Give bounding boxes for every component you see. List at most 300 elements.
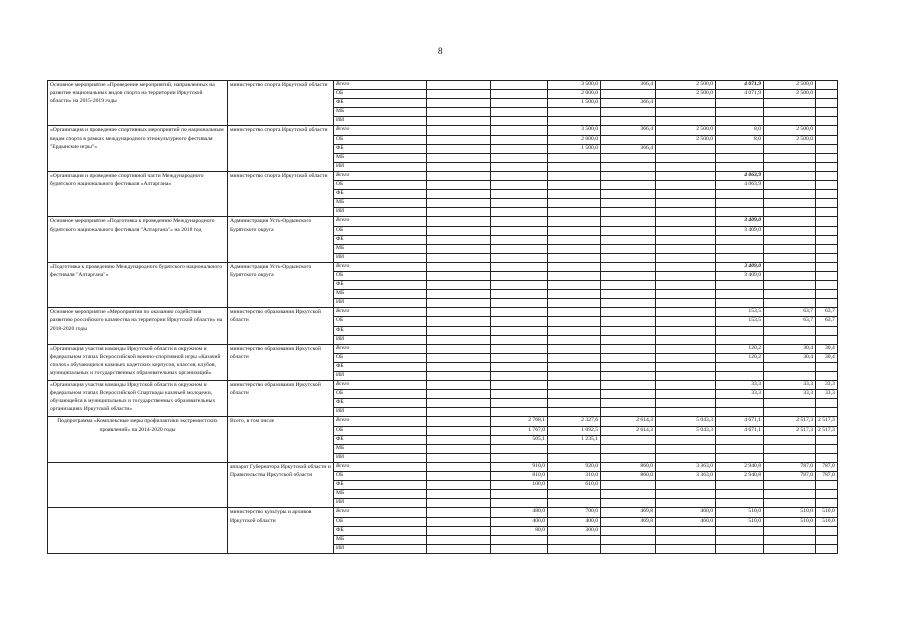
amount-cell [764,253,816,262]
amount-cell [491,408,548,417]
amount-cell: 510,0 [764,517,816,526]
amount-cell: 510,0 [716,517,764,526]
amount-cell [548,190,601,199]
amount-cell [764,153,816,162]
amount-cell [816,408,838,417]
amount-cell [764,372,816,381]
amount-cell [491,444,548,453]
amount-cell: 120,2 [716,353,764,362]
amount-cell [656,108,716,117]
amount-cell [427,281,491,290]
amount-cell [491,544,548,553]
amount-cell: 2 500,0 [656,90,716,99]
amount-cell [427,372,491,381]
amount-cell [491,190,548,199]
amount-cell [764,481,816,490]
amount-cell [656,326,716,335]
executor: министерство спорта Иркутской области [228,126,334,171]
amount-cell [716,244,764,253]
funding-source: МБ [334,153,427,162]
amount-cell: 2 940,8 [716,472,764,481]
amount-cell [816,253,838,262]
amount-cell [716,290,764,299]
amount-cell: 1 767,0 [491,426,548,435]
table-row [48,171,838,180]
amount-cell [716,199,764,208]
amount-cell [716,281,764,290]
amount-cell: 3 409,0 [716,262,764,271]
amount-cell: 2 327,6 [548,417,601,426]
amount-cell [427,308,491,317]
amount-cell [548,153,601,162]
amount-cell [764,144,816,153]
amount-cell [601,162,656,171]
amount-cell [656,372,716,381]
amount-cell [764,499,816,508]
amount-cell: 63,7 [764,317,816,326]
amount-cell [548,544,601,553]
amount-cell [656,162,716,171]
amount-cell [427,244,491,253]
amount-cell [491,208,548,217]
measure-description: «Организация участия команды Иркутской области в окружном и федеральном этапах Всероссийской Спартиады казачьей молодежи, обучающейся в муниципальных и государственных образовательных организациях Иркутской области» [48,381,228,417]
amount-cell: 2 500,0 [656,126,716,135]
amount-cell [427,381,491,390]
table-row [48,217,838,226]
funding-source: МБ [334,108,427,117]
amount-cell [601,235,656,244]
amount-cell: 3 409,0 [716,217,764,226]
amount-cell [816,135,838,144]
amount-cell [491,390,548,399]
amount-cell [427,481,491,490]
amount-cell: 3 363,0 [656,462,716,471]
executor: министерство спорта Иркутской области [228,171,334,216]
amount-cell [816,372,838,381]
amount-cell [716,108,764,117]
amount-cell [427,426,491,435]
amount-cell [656,317,716,326]
amount-cell [816,171,838,180]
amount-cell [427,217,491,226]
amount-cell [601,208,656,217]
amount-cell [656,181,716,190]
amount-cell [656,399,716,408]
amount-cell [816,399,838,408]
amount-cell: 33,3 [816,390,838,399]
amount-cell [656,290,716,299]
funding-source: МБ [334,444,427,453]
amount-cell [816,481,838,490]
funding-source: Всего [334,508,427,517]
measure-description: Основное мероприятие «Проведение мероприятий, направленных на развитие национальных видов спорта на территории Иркутской области» на 2015-2019 годы [48,81,228,126]
amount-cell [427,462,491,471]
measure-description: Основное мероприятие «Подготовка к проведению Международного бурятского национального фестиваля "Алтаргана"» на 2018 год [48,217,228,262]
amount-cell [716,481,764,490]
amount-cell [601,317,656,326]
amount-cell [601,390,656,399]
funding-source: МБ [334,490,427,499]
amount-cell [427,335,491,344]
amount-cell [427,153,491,162]
amount-cell [656,226,716,235]
amount-cell [656,299,716,308]
amount-cell [764,535,816,544]
amount-cell [491,281,548,290]
amount-cell [716,435,764,444]
amount-cell [548,490,601,499]
amount-cell [716,99,764,108]
amount-cell [491,153,548,162]
funding-source: ИИ [334,544,427,553]
amount-cell [491,271,548,280]
amount-cell [816,90,838,99]
amount-cell [816,444,838,453]
amount-cell [656,526,716,535]
funding-source: ФБ [334,190,427,199]
amount-cell: 2 517,3 [764,426,816,435]
amount-cell [491,99,548,108]
amount-cell [491,499,548,508]
funding-source: Всего [334,308,427,317]
funding-source: ИИ [334,499,427,508]
amount-cell [427,326,491,335]
funding-source: Всего [334,217,427,226]
amount-cell [548,362,601,371]
amount-cell [601,181,656,190]
amount-cell [601,90,656,99]
amount-cell [716,444,764,453]
amount-cell [816,126,838,135]
amount-cell: 480,0 [491,508,548,517]
amount-cell [548,299,601,308]
amount-cell [816,208,838,217]
amount-cell [491,108,548,117]
amount-cell [816,144,838,153]
amount-cell: 366,4 [601,126,656,135]
amount-cell: 610,0 [548,481,601,490]
table-row [48,381,838,390]
amount-cell [656,208,716,217]
amount-cell [716,408,764,417]
amount-cell: 505,1 [491,435,548,444]
amount-cell [816,199,838,208]
amount-cell [816,281,838,290]
amount-cell [548,108,601,117]
amount-cell [491,117,548,126]
funding-source: Всего [334,171,427,180]
amount-cell: 153,5 [716,308,764,317]
funding-source: ОБ [334,271,427,280]
amount-cell [816,235,838,244]
amount-cell [601,344,656,353]
funding-source: ИИ [334,253,427,262]
amount-cell [656,344,716,353]
amount-cell [427,399,491,408]
amount-cell [601,481,656,490]
amount-cell [816,81,838,90]
amount-cell [548,408,601,417]
funding-source: ИИ [334,162,427,171]
amount-cell: 2 500,0 [764,90,816,99]
amount-cell [427,199,491,208]
amount-cell [716,372,764,381]
amount-cell: 2 500,0 [764,81,816,90]
amount-cell: 2 500,0 [656,81,716,90]
amount-cell [427,144,491,153]
amount-cell [427,417,491,426]
amount-cell [656,408,716,417]
amount-cell: 33,3 [764,381,816,390]
amount-cell: 2 500,0 [656,135,716,144]
amount-cell [427,90,491,99]
funding-source: ИИ [334,299,427,308]
amount-cell [716,499,764,508]
amount-cell [656,117,716,126]
amount-cell [548,381,601,390]
amount-cell [548,271,601,280]
amount-cell [764,408,816,417]
amount-cell [601,308,656,317]
funding-source: ИИ [334,335,427,344]
executor: министерство образования Иркутской области [228,308,334,344]
amount-cell: 63,7 [764,308,816,317]
amount-cell [491,162,548,171]
executor: Всего, в том числе [228,417,334,462]
amount-cell [816,535,838,544]
funding-source: ОБ [334,135,427,144]
amount-cell [491,171,548,180]
amount-cell [427,235,491,244]
amount-cell: 80,0 [491,526,548,535]
amount-cell [601,190,656,199]
amount-cell: 4 063,9 [716,181,764,190]
amount-cell [656,308,716,317]
amount-cell [548,217,601,226]
table-row [48,462,838,471]
amount-cell [601,335,656,344]
amount-cell [601,199,656,208]
amount-cell [716,208,764,217]
measure-description: Подпрограмма «Комплексные меры профилактики экстремистских проявлений» на 2014-2020 годы [48,417,228,462]
amount-cell: 63,7 [816,317,838,326]
amount-cell: 787,0 [764,472,816,481]
amount-cell [764,108,816,117]
amount-cell [764,271,816,280]
amount-cell [491,226,548,235]
amount-cell [548,326,601,335]
amount-cell [764,526,816,535]
amount-cell [656,381,716,390]
amount-cell [491,490,548,499]
amount-cell [601,526,656,535]
amount-cell [548,453,601,462]
amount-cell [816,99,838,108]
amount-cell [427,317,491,326]
funding-source: Всего [334,462,427,471]
amount-cell: 8,0 [716,126,764,135]
amount-cell [491,262,548,271]
amount-cell [716,535,764,544]
table-row [48,126,838,135]
amount-cell [548,281,601,290]
amount-cell: 33,3 [764,390,816,399]
amount-cell [816,190,838,199]
amount-cell [716,162,764,171]
executor: министерство спорта Иркутской области [228,81,334,126]
amount-cell [601,271,656,280]
amount-cell [764,290,816,299]
amount-cell [764,171,816,180]
amount-cell [491,126,548,135]
funding-source: ФБ [334,235,427,244]
amount-cell [764,208,816,217]
table-row [48,308,838,317]
amount-cell [601,535,656,544]
funding-source: ИИ [334,208,427,217]
amount-cell [427,353,491,362]
amount-cell [764,226,816,235]
amount-cell [548,317,601,326]
amount-cell [548,335,601,344]
amount-cell [601,453,656,462]
amount-cell: 4 063,9 [716,171,764,180]
amount-cell [816,490,838,499]
amount-cell [764,281,816,290]
amount-cell [427,162,491,171]
amount-cell [656,281,716,290]
executor: министерство культуры и архивов Иркутской области [228,508,334,553]
amount-cell [656,253,716,262]
amount-cell [548,444,601,453]
amount-cell [656,153,716,162]
funding-source: ФБ [334,99,427,108]
amount-cell [491,335,548,344]
amount-cell: 2 517,3 [816,417,838,426]
amount-cell [548,181,601,190]
amount-cell [656,490,716,499]
amount-cell [764,299,816,308]
amount-cell: 4 071,9 [716,81,764,90]
amount-cell [601,244,656,253]
measure-description: «Подготовка к проведению Международного бурятского национального фестиваля "Алтаргана"» [48,262,228,307]
amount-cell [656,244,716,253]
amount-cell: 120,2 [716,344,764,353]
amount-cell: 2 768,1 [491,417,548,426]
amount-cell [601,290,656,299]
amount-cell [601,153,656,162]
amount-cell [656,144,716,153]
amount-cell [601,117,656,126]
amount-cell: 1 500,0 [548,144,601,153]
amount-cell [716,117,764,126]
amount-cell [548,390,601,399]
funding-source: Всего [334,344,427,353]
executor: министерство образования Иркутской области [228,381,334,417]
amount-cell: 63,7 [816,308,838,317]
amount-cell [816,499,838,508]
amount-cell [427,344,491,353]
executor: Администрация Усть-Ордынского Бурятского округа [228,217,334,262]
amount-cell [601,381,656,390]
amount-cell: 4 671,1 [716,417,764,426]
amount-cell [764,490,816,499]
amount-cell [427,408,491,417]
amount-cell: 30,4 [816,353,838,362]
measure-description: Основное мероприятие «Мероприятия по оказанию содействия развитию российского казачества на территории Иркутской области» на 2018-2020 годы [48,308,228,344]
amount-cell [427,390,491,399]
amount-cell [548,253,601,262]
funding-source: Всего [334,262,427,271]
budget-table [47,80,838,554]
funding-source: МБ [334,199,427,208]
amount-cell: 3 500,0 [548,81,601,90]
amount-cell: 469,8 [601,508,656,517]
funding-source: ИИ [334,408,427,417]
amount-cell [656,99,716,108]
amount-cell [716,490,764,499]
amount-cell [716,453,764,462]
amount-cell [816,153,838,162]
amount-cell [656,235,716,244]
amount-cell [548,399,601,408]
amount-cell [427,81,491,90]
amount-cell [764,117,816,126]
amount-cell [491,326,548,335]
amount-cell [816,290,838,299]
amount-cell: 3 363,0 [656,472,716,481]
amount-cell [548,262,601,271]
amount-cell [601,281,656,290]
funding-source: Всего [334,81,427,90]
amount-cell [764,199,816,208]
amount-cell [491,253,548,262]
amount-cell [656,499,716,508]
funding-source: ФБ [334,435,427,444]
amount-cell: 5 043,3 [656,417,716,426]
amount-cell: 460,0 [656,517,716,526]
amount-cell [764,99,816,108]
amount-cell [427,472,491,481]
amount-cell [427,190,491,199]
amount-cell [548,353,601,362]
amount-cell [656,435,716,444]
funding-source: ОБ [334,426,427,435]
amount-cell [656,481,716,490]
amount-cell: 700,0 [548,508,601,517]
amount-cell: 3 409,0 [716,271,764,280]
table-row [48,81,838,90]
amount-cell [491,362,548,371]
amount-cell: 33,3 [716,381,764,390]
amount-cell: 469,8 [601,517,656,526]
amount-cell: 366,4 [601,81,656,90]
amount-cell: 787,0 [816,462,838,471]
amount-cell [491,244,548,253]
amount-cell [716,362,764,371]
amount-cell [764,262,816,271]
amount-cell [427,262,491,271]
amount-cell: 5 043,3 [656,426,716,435]
amount-cell [491,353,548,362]
amount-cell [427,290,491,299]
funding-source: ОБ [334,181,427,190]
amount-cell: 910,0 [491,462,548,471]
page-number: 8 [438,46,443,56]
amount-cell [656,171,716,180]
amount-cell [656,362,716,371]
amount-cell [601,326,656,335]
